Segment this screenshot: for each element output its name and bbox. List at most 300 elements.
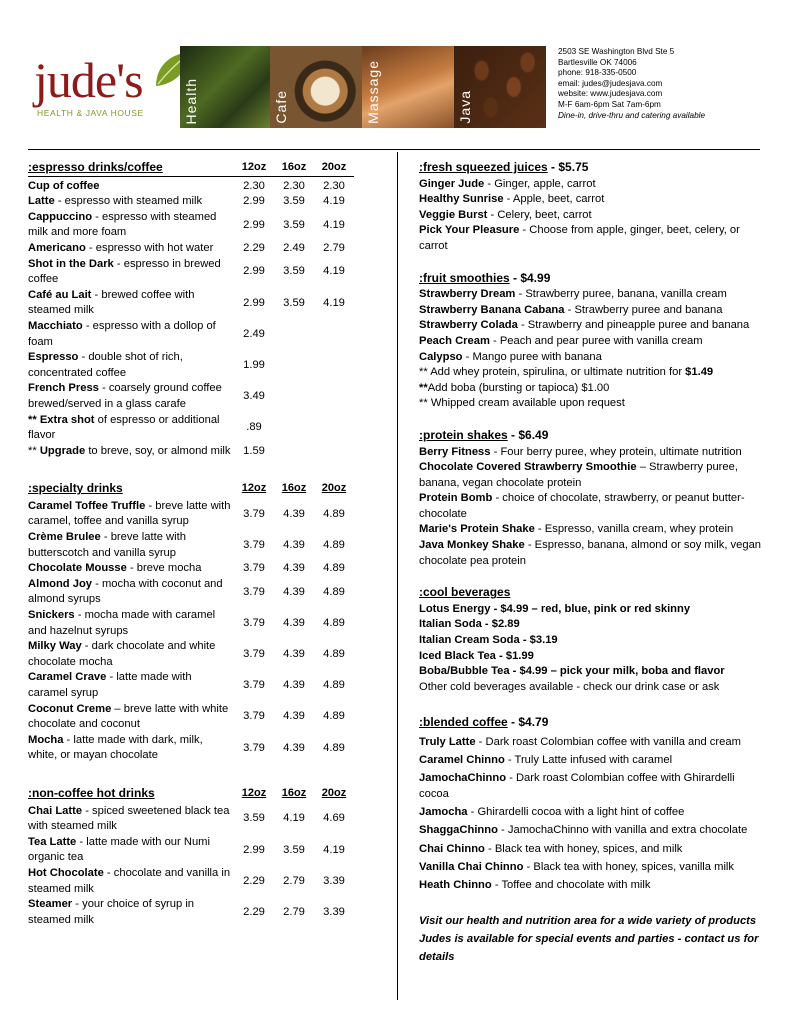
item-price: 3.79 <box>243 710 265 723</box>
menu-item <box>28 194 354 210</box>
item-name: Chai Chinno <box>419 842 485 855</box>
item-price: 2.29 <box>243 241 265 254</box>
item-prices <box>234 843 354 859</box>
item-price: 4.19 <box>283 812 305 825</box>
item-name: Cup of coffee <box>28 179 100 192</box>
item-price <box>274 444 314 460</box>
menu-item <box>419 287 767 303</box>
item-detail: - dark chocolate and white chocolate mocha <box>28 640 216 668</box>
item-name: Truly Latte <box>419 736 476 748</box>
item-prices <box>234 358 354 374</box>
brand-name: jude's <box>34 52 143 108</box>
item-description <box>28 804 234 835</box>
item-price: 3.79 <box>243 562 265 575</box>
item-price <box>274 420 314 436</box>
item-prices <box>234 179 354 195</box>
item-name: Strawberry Colada <box>419 319 518 332</box>
footer-notes <box>419 912 767 966</box>
item-name: Cappuccino <box>28 210 93 223</box>
item-detail: - latte made with our Numi organic tea <box>28 835 210 864</box>
item-name: Snickers <box>28 609 75 622</box>
menu-item <box>419 177 767 193</box>
item-price: 4.39 <box>283 741 305 754</box>
website: website: www.judesjava.com <box>558 89 663 99</box>
item-detail: - Mango puree with banana <box>462 350 602 363</box>
item-prefix: ** <box>28 444 40 457</box>
item-name: Chocolate Mousse <box>28 562 127 575</box>
item-detail: - chocolate and vanilla in steamed milk <box>28 866 231 895</box>
item-name: Almond Joy <box>28 577 93 590</box>
menu-item <box>419 445 767 461</box>
item-prices <box>234 874 354 890</box>
specialty-header <box>28 481 354 497</box>
item-price: 4.19 <box>323 296 345 309</box>
smoothies-price: - $4.99 <box>509 270 551 285</box>
section-title-espresso: :espresso drinks/coffee <box>28 160 163 174</box>
section-title-smoothies: :fruit smoothies <box>419 270 510 285</box>
item-detail: to breve, soy, or almond milk <box>85 444 231 457</box>
item-price: 3.59 <box>283 843 305 856</box>
item-price: 2.29 <box>243 874 265 887</box>
menu-item <box>28 530 354 561</box>
noncoffee-list <box>28 804 354 929</box>
menu-item <box>28 257 354 288</box>
item-description <box>28 381 234 412</box>
item-price: 2.99 <box>243 265 265 278</box>
item-prices <box>234 709 354 725</box>
addon-text: Add boba (bursting or tapioca) $1.00 <box>427 381 610 394</box>
item-price: 4.39 <box>283 585 305 598</box>
item-price <box>314 358 354 374</box>
item-description <box>28 241 234 257</box>
item-price: 3.59 <box>283 218 305 231</box>
banner-health <box>180 46 270 128</box>
smoothie-addon-2 <box>419 381 767 397</box>
item-price: 3.59 <box>283 195 305 208</box>
item-detail: - espresso in brewed coffee <box>28 257 221 286</box>
item-description <box>28 179 234 195</box>
item-price: 4.39 <box>283 507 305 520</box>
item-prices <box>234 741 354 757</box>
menu-item <box>28 444 354 460</box>
item-name: Latte <box>28 195 55 208</box>
item-price: 3.79 <box>243 585 265 598</box>
item-description <box>28 499 234 530</box>
banner-cafe <box>270 46 362 128</box>
item-description <box>28 319 234 350</box>
address-line-2: Bartlesville OK 74006 <box>558 57 637 67</box>
menu-item <box>28 561 354 577</box>
item-description <box>28 897 234 928</box>
menu-item <box>419 771 767 802</box>
menu-item <box>28 733 354 764</box>
item-price: 2.79 <box>323 241 345 254</box>
item-detail: - Strawberry and pineapple puree and banana <box>517 319 750 332</box>
item-detail: - Toffee and chocolate with milk <box>491 878 651 891</box>
item-price: 4.89 <box>323 710 345 723</box>
item-prices <box>234 561 354 577</box>
item-price: 4.19 <box>323 195 345 208</box>
item-price: 3.49 <box>243 390 265 403</box>
item-price: 2.30 <box>243 179 265 192</box>
item-description <box>28 639 234 670</box>
item-price <box>314 444 354 460</box>
item-price: 4.19 <box>323 843 345 856</box>
item-detail: - Black tea with honey, spices, vanilla milk <box>523 860 735 873</box>
item-name: Crème Brulee <box>28 531 101 544</box>
item-detail: - Four berry puree, whey protein, ultimate nutrition <box>490 445 742 458</box>
item-prices <box>234 241 354 257</box>
item-price: 4.39 <box>283 710 305 723</box>
item-name: Steamer <box>28 898 73 911</box>
item-name: Jamocha <box>419 806 468 819</box>
item-prices <box>234 194 354 210</box>
item-description <box>28 561 234 577</box>
item-price: 3.59 <box>283 296 305 309</box>
smoothies-header <box>419 271 767 287</box>
item-detail: - espresso with steamed milk <box>54 195 203 208</box>
item-price: 3.79 <box>243 741 265 754</box>
item-description <box>28 835 234 866</box>
item-price: 3.79 <box>243 616 265 629</box>
item-price: 4.89 <box>323 507 345 520</box>
item-name: Marie's Protein Shake <box>419 523 535 536</box>
size-20oz: 20oz <box>321 482 347 495</box>
menu-item <box>28 413 354 444</box>
banner-label-java: Java <box>457 90 473 124</box>
item-prices <box>234 420 354 436</box>
menu-item <box>419 491 767 522</box>
cool-header <box>419 585 767 601</box>
menu-item: Italian Soda - $2.89 <box>419 618 520 631</box>
section-title-protein: :protein shakes <box>419 427 508 442</box>
item-name: Caramel Toffee Truffle <box>28 499 146 512</box>
item-prices <box>234 389 354 405</box>
item-name: Caramel Crave <box>28 671 107 684</box>
item-price: .89 <box>246 421 262 434</box>
item-detail: - spiced sweetened black tea with steamed milk <box>28 804 230 833</box>
menu-item <box>28 319 354 350</box>
item-price: 3.39 <box>323 874 345 887</box>
juices-price: - $5.75 <box>547 160 589 174</box>
item-detail: - Strawberry puree, banana, vanilla cream <box>515 288 727 301</box>
size-12oz: 12oz <box>241 786 267 799</box>
item-name: ** Extra shot <box>28 413 95 426</box>
banner-label-massage: Massage <box>365 60 381 124</box>
item-price: 3.79 <box>243 648 265 661</box>
banner-massage <box>362 46 454 128</box>
item-price: 2.99 <box>243 296 265 309</box>
item-name: Strawberry Dream <box>419 288 516 301</box>
item-name: Vanilla Chai Chinno <box>419 860 524 873</box>
item-name: Upgrade <box>39 444 86 457</box>
item-price: 4.39 <box>283 648 305 661</box>
item-detail: - Strawberry puree and banana <box>564 303 723 316</box>
banner-label-health: Health <box>183 77 199 124</box>
item-prices <box>234 905 354 921</box>
item-detail: - Black tea with honey, spices, and milk <box>484 842 683 855</box>
item-prices <box>234 218 354 234</box>
contact-info <box>558 47 705 121</box>
item-price: 4.89 <box>323 679 345 692</box>
item-price: 3.79 <box>243 679 265 692</box>
item-detail: - espresso with a dollop of foam <box>28 319 216 348</box>
juices-list <box>419 177 767 255</box>
item-detail: - Ginger, apple, carrot <box>484 177 596 190</box>
smoothie-addon-3: ** Whipped cream available upon request <box>419 397 625 410</box>
specialty-list <box>28 499 354 764</box>
item-name: Strawberry Banana Cabana <box>419 303 565 316</box>
item-name: Americano <box>28 241 86 254</box>
item-name: Protein Bomb <box>419 492 493 505</box>
item-price: 3.39 <box>323 905 345 918</box>
item-price: 2.30 <box>283 179 305 192</box>
item-price: 1.59 <box>243 444 265 457</box>
menu-item <box>28 670 354 701</box>
menu-item <box>419 805 767 821</box>
item-name: Healthy Sunrise <box>419 193 504 206</box>
menu-item <box>419 753 767 769</box>
item-price: 4.69 <box>323 812 345 825</box>
item-detail: - your choice of syrup in steamed milk <box>28 898 195 926</box>
item-detail: - Espresso, banana, almond or soy milk, vegan chocolate pea protein <box>419 539 762 567</box>
item-prices <box>234 296 354 312</box>
menu-item <box>419 460 767 491</box>
item-prices <box>234 647 354 663</box>
item-name: Espresso <box>28 351 79 364</box>
menu-item <box>28 866 354 897</box>
menu-item <box>419 860 767 876</box>
item-price: 2.29 <box>243 905 265 918</box>
item-name: Coconut Creme <box>28 702 112 715</box>
item-name: Mocha <box>28 733 64 746</box>
item-description <box>28 444 234 460</box>
section-title-noncoffee: :non-coffee hot drinks <box>28 785 155 800</box>
item-price: 2.49 <box>243 327 265 340</box>
item-price <box>274 389 314 405</box>
item-description <box>28 608 234 639</box>
smoothies-list <box>419 287 767 365</box>
size-16oz: 16oz <box>281 161 307 173</box>
item-prices <box>234 327 354 343</box>
menu-item <box>28 804 354 835</box>
item-detail: - mocha made with caramel and hazelnut syrups <box>28 609 216 637</box>
item-price: 2.79 <box>283 905 305 918</box>
item-description <box>28 702 234 733</box>
size-headers <box>234 786 354 802</box>
menu-item <box>419 334 767 350</box>
menu-item <box>419 303 767 319</box>
item-description <box>28 257 234 288</box>
item-prices <box>234 538 354 554</box>
item-description <box>28 413 234 444</box>
banner-label-cafe: Cafe <box>273 90 289 124</box>
item-detail: - Apple, beet, carrot <box>503 193 605 206</box>
item-price: 4.89 <box>323 616 345 629</box>
item-price <box>314 389 354 405</box>
item-description <box>28 670 234 701</box>
item-prices <box>234 616 354 632</box>
blended-header <box>419 715 767 731</box>
item-price: 2.79 <box>283 874 305 887</box>
menu-item: Italian Cream Soda - $3.19 <box>419 634 558 647</box>
item-name: Shot in the Dark <box>28 257 114 270</box>
menu-item: Iced Black Tea - $1.99 <box>419 649 534 662</box>
address-line-1: 2503 SE Washington Blvd Ste 5 <box>558 47 675 56</box>
item-detail: - Dark roast Colombian coffee with vanilla and cream <box>475 736 741 748</box>
menu-item <box>28 288 354 319</box>
size-12oz: 12oz <box>241 482 267 495</box>
item-price <box>274 327 314 343</box>
menu-item <box>28 179 354 195</box>
item-detail: - double shot of rich, concentrated coffee <box>28 351 183 379</box>
protein-price: - $6.49 <box>507 427 549 442</box>
item-detail: - espresso with hot water <box>85 241 214 254</box>
menu-item <box>28 381 354 412</box>
item-name: Hot Chocolate <box>28 866 104 879</box>
item-name: Macchiato <box>28 319 83 332</box>
item-name: Peach Cream <box>419 334 490 347</box>
item-name: ShaggaChinno <box>419 824 498 837</box>
item-price: 4.89 <box>323 585 345 598</box>
item-price <box>314 327 354 343</box>
item-price: 4.39 <box>283 616 305 629</box>
item-price: 4.19 <box>323 218 345 231</box>
size-headers <box>234 481 354 497</box>
item-prices <box>234 264 354 280</box>
menu-item <box>28 499 354 530</box>
item-price <box>314 420 354 436</box>
espresso-header <box>28 160 354 176</box>
blended-price: - $4.79 <box>507 715 549 730</box>
item-price: 2.99 <box>243 218 265 231</box>
item-name: Berry Fitness <box>419 445 491 458</box>
item-detail: - Truly Latte infused with caramel <box>504 754 673 767</box>
item-price: 4.89 <box>323 648 345 661</box>
item-price <box>274 358 314 374</box>
menu-item <box>28 702 354 733</box>
espresso-list <box>28 179 354 460</box>
brand-tagline: HEALTH & JAVA HOUSE <box>37 108 144 118</box>
item-prices <box>234 507 354 523</box>
size-16oz: 16oz <box>281 482 307 495</box>
item-name: Heath Chinno <box>419 878 492 891</box>
footer-line-1: Visit our health and nutrition area for a wide variety of products <box>419 914 757 927</box>
item-name: Veggie Burst <box>419 208 488 221</box>
cool-note: Other cold beverages available - check our drink case or ask <box>419 680 720 693</box>
item-description <box>28 530 234 561</box>
noncoffee-header <box>28 786 354 802</box>
item-name: Calypso <box>419 350 463 363</box>
item-detail: - breve latte with butterscotch and vanilla syrup <box>28 531 186 559</box>
item-detail: – Strawberry puree, banana, vegan chocolate protein <box>419 461 738 489</box>
item-price: 2.99 <box>243 195 265 208</box>
item-price: 2.30 <box>323 179 345 192</box>
item-price: 4.89 <box>323 538 345 551</box>
item-detail: - JamochaChinno with vanilla and extra chocolate <box>497 824 748 837</box>
item-detail: - Espresso, vanilla cream, whey protein <box>534 523 734 536</box>
section-title-specialty: :specialty drinks <box>28 481 123 496</box>
item-name: Ginger Jude <box>419 177 485 190</box>
item-prices <box>234 678 354 694</box>
item-price: 3.79 <box>243 507 265 520</box>
section-title-juices: :fresh squeezed juices <box>419 160 548 174</box>
item-price: 4.19 <box>323 265 345 278</box>
item-price: 4.39 <box>283 562 305 575</box>
footer-line-2: Judes is available for special events and parties - contact us for details <box>419 932 759 963</box>
cool-list <box>419 602 767 680</box>
item-detail: - mocha with coconut and almond syrups <box>28 577 223 606</box>
item-detail: - Peach and pear puree with vanilla cream <box>489 334 703 347</box>
item-detail: - latte made with caramel syrup <box>28 671 192 699</box>
item-detail: - brewed coffee with steamed milk <box>28 288 195 317</box>
menu-item <box>28 639 354 670</box>
item-price: 3.79 <box>243 538 265 551</box>
item-detail: of espresso or additional flavor <box>28 413 220 442</box>
item-name: JamochaChinno <box>419 772 507 785</box>
item-name: Café au Lait <box>28 288 92 301</box>
size-12oz: 12oz <box>241 161 267 173</box>
menu-item <box>419 538 767 569</box>
item-name: Chai Latte <box>28 804 83 817</box>
logo <box>34 52 174 122</box>
item-name: Java Monkey Shake <box>419 539 525 552</box>
item-description <box>28 866 234 897</box>
item-prices <box>234 811 354 827</box>
item-name: Pick Your Pleasure <box>419 224 520 237</box>
size-16oz: 16oz <box>281 786 307 799</box>
item-name: Caramel Chinno <box>419 754 505 767</box>
addon-price: $1.49 <box>685 366 714 379</box>
phone: phone: 918-335-0500 <box>558 68 637 78</box>
item-detail: - breve latte with caramel, toffee and vanilla syrup <box>28 499 231 528</box>
item-name: Milky Way <box>28 640 82 653</box>
menu-item <box>419 522 767 538</box>
protein-header <box>419 428 767 444</box>
size-20oz: 20oz <box>321 786 347 799</box>
addon-marker: ** <box>419 381 428 394</box>
item-detail: - breve mocha <box>126 562 202 575</box>
item-description <box>28 210 234 241</box>
item-detail: - latte made with dark, milk, white, or mayan chocolate <box>28 733 203 762</box>
service-note: Dine-in, drive-thru and catering available <box>558 110 705 120</box>
menu-item: Lotus Energy - $4.99 – red, blue, pink or red skinny <box>419 602 691 615</box>
menu-item <box>419 842 767 858</box>
item-description <box>28 194 234 210</box>
item-price: 4.39 <box>283 679 305 692</box>
menu-item <box>28 897 354 928</box>
menu-item <box>419 878 767 894</box>
size-headers <box>234 160 354 176</box>
item-price: 1.99 <box>243 358 265 371</box>
item-detail: – breve latte with white chocolate and coconut <box>28 702 229 731</box>
item-price: 2.99 <box>243 843 265 856</box>
banner-java <box>454 46 546 128</box>
email: email: judes@judesjava.com <box>558 78 663 88</box>
left-column <box>28 160 354 928</box>
item-description <box>28 350 234 381</box>
item-description <box>28 733 234 764</box>
menu-item <box>419 823 767 839</box>
menu-item <box>419 735 767 751</box>
item-description <box>28 288 234 319</box>
menu-item <box>28 835 354 866</box>
item-price: 3.59 <box>243 812 265 825</box>
protein-list <box>419 445 767 570</box>
menu-item <box>419 192 767 208</box>
item-detail: - Celery, beet, carrot <box>487 208 592 221</box>
menu-item <box>419 208 767 224</box>
